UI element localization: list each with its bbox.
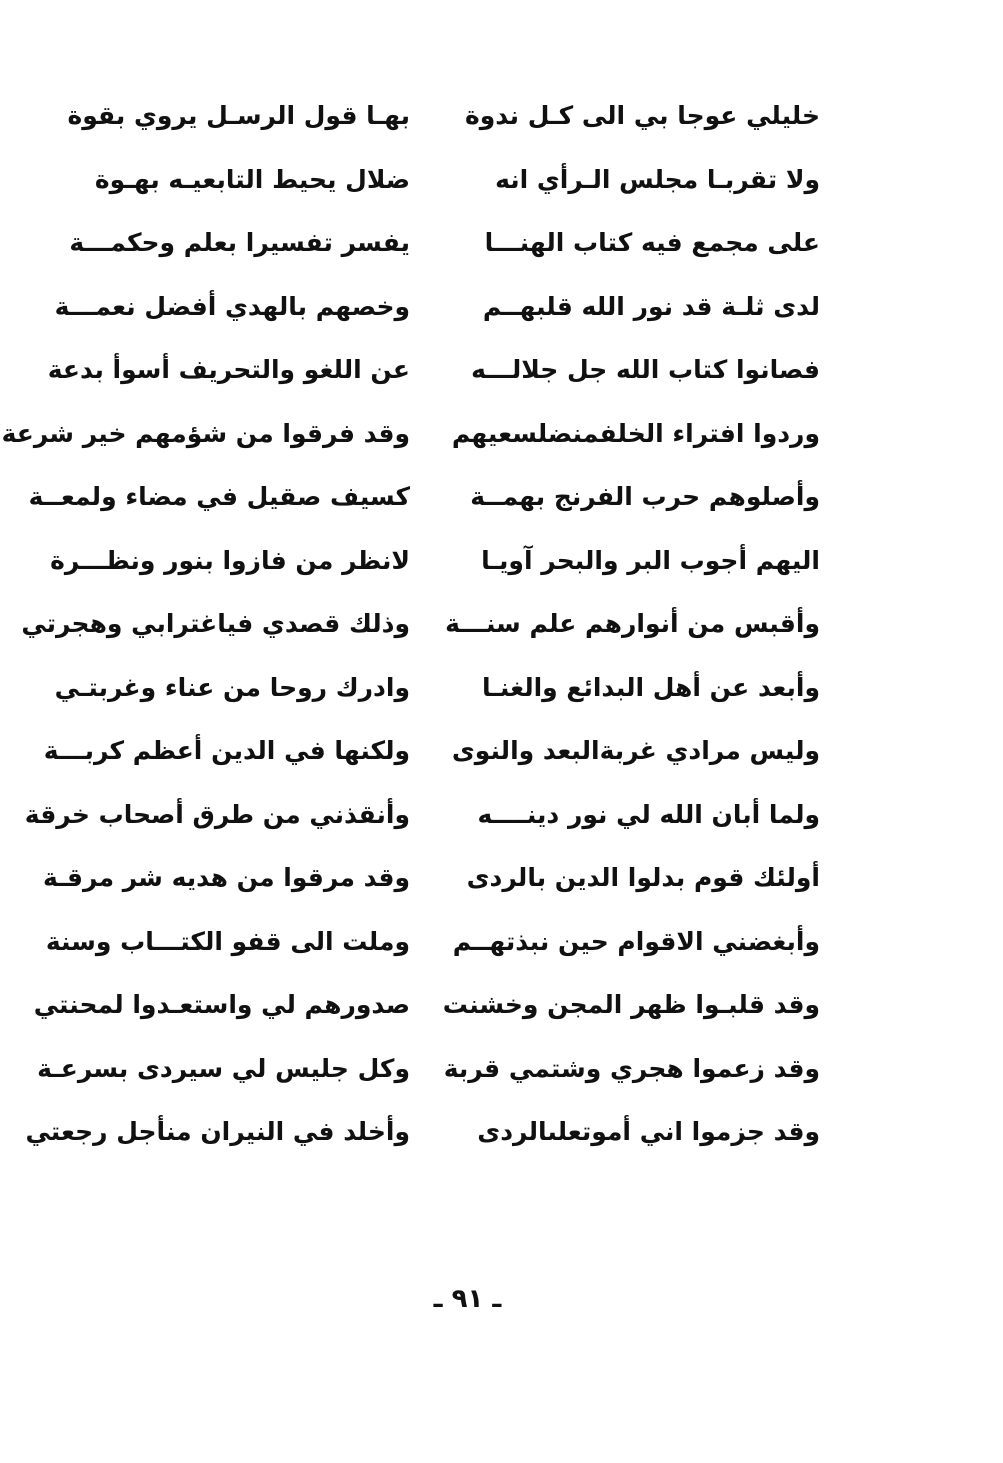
verse-second-hemistich: لانظر من فازوا بنور ونظـــرة xyxy=(50,545,410,575)
verse-first-hemistich: وأصلوهم حرب الفرنج بهمــة xyxy=(470,482,820,512)
verse-first-hemistich: أولئك قوم بدلوا الدين بالردى xyxy=(466,863,820,893)
verse-first-hemistich: وقد زعموا هجري وشتمي قربة xyxy=(443,1053,820,1083)
verse-row xyxy=(67,84,820,148)
verse-first-hemistich: فصانوا كتاب الله جل جلالـــه xyxy=(471,355,820,385)
verse-row xyxy=(28,465,820,529)
verse-second-hemistich: وذلك قصدي فياغترابي وهجرتي xyxy=(21,609,410,639)
verse-first-hemistich: ولا تقربـا مجلس الـرأي انه xyxy=(495,164,820,194)
poem xyxy=(1,84,820,1164)
verse-row xyxy=(47,338,820,402)
verse-row xyxy=(1,402,820,466)
verse-second-hemistich: وقد مرقوا من هديه شر مرقـة xyxy=(42,863,410,893)
verse-row xyxy=(21,592,820,656)
verse-row xyxy=(25,1100,820,1164)
verse-row xyxy=(54,656,820,720)
verse-row xyxy=(37,1037,820,1101)
verse-first-hemistich: لدى ثلـة قد نور الله قلبهــم xyxy=(482,291,820,321)
verse-row xyxy=(24,783,820,847)
verse-second-hemistich: كسيف صقيل في مضاء ولمعــة xyxy=(28,482,410,512)
verse-row xyxy=(69,211,820,275)
verse-row xyxy=(42,846,820,910)
verse-first-hemistich: وقد جزموا اني أموتعلىالردى xyxy=(477,1117,820,1147)
verse-second-hemistich: وادرك روحا من عناء وغربتـي xyxy=(54,672,410,702)
verse-row xyxy=(94,148,820,212)
verse-first-hemistich: على مجمع فيه كتاب الهنـــا xyxy=(484,228,820,258)
verse-row xyxy=(33,973,820,1037)
verse-row xyxy=(50,529,820,593)
verse-second-hemistich: وأخلد في النيران منأجل رجعتي xyxy=(25,1117,410,1147)
verse-first-hemistich: وقد قلبـوا ظهر المجن وخشنت xyxy=(442,990,820,1020)
verse-second-hemistich: وكل جليس لي سيردى بسرعـة xyxy=(37,1053,410,1083)
page-number: ـ ٩١ ـ xyxy=(433,1284,502,1314)
verse-second-hemistich: عن اللغو والتحريف أسوأ بدعة xyxy=(47,355,410,385)
verse-first-hemistich: ولما أبان الله لي نور دينــــه xyxy=(477,799,820,829)
verse-first-hemistich: وأقبس من أنوارهم علم سنـــة xyxy=(445,609,820,639)
verse-row xyxy=(45,910,820,974)
verse-second-hemistich: ولكنها في الدين أعظم كربـــة xyxy=(43,736,410,766)
verse-row xyxy=(43,719,820,783)
verse-second-hemistich: وخصهم بالهدي أفضل نعمـــة xyxy=(54,291,410,321)
verse-first-hemistich: وليس مرادي غربةالبعد والنوى xyxy=(451,736,820,766)
verse-first-hemistich: وأبغضني الاقوام حين نبذتهــم xyxy=(452,926,820,956)
verse-second-hemistich: وأنقذني من طرق أصحاب خرقة xyxy=(24,799,410,829)
verse-first-hemistich: وأبعد عن أهل البدائع والغنـا xyxy=(481,672,820,702)
verse-first-hemistich: خليلي عوجا بي الى كـل ندوة xyxy=(464,101,820,131)
verse-row xyxy=(54,275,820,339)
verse-second-hemistich: بهـا قول الرسـل يروي بقوة xyxy=(67,101,410,131)
verse-second-hemistich: ضلال يحيط التابعيـه بهـوة xyxy=(94,164,410,194)
verse-second-hemistich: صدورهم لي واستعـدوا لمحنتي xyxy=(33,990,410,1020)
verse-second-hemistich: يفسر تفسيرا بعلم وحكمـــة xyxy=(69,228,410,258)
verse-first-hemistich: اليهم أجوب البر والبحر آويـا xyxy=(481,545,820,575)
verse-first-hemistich: وردوا افتراء الخلفمنضلسعيهم xyxy=(451,418,820,448)
verse-second-hemistich: وقد فرقوا من شؤمهم خير شرعة xyxy=(1,418,410,448)
verse-second-hemistich: وملت الى قفو الكتـــاب وسنة xyxy=(45,926,410,956)
